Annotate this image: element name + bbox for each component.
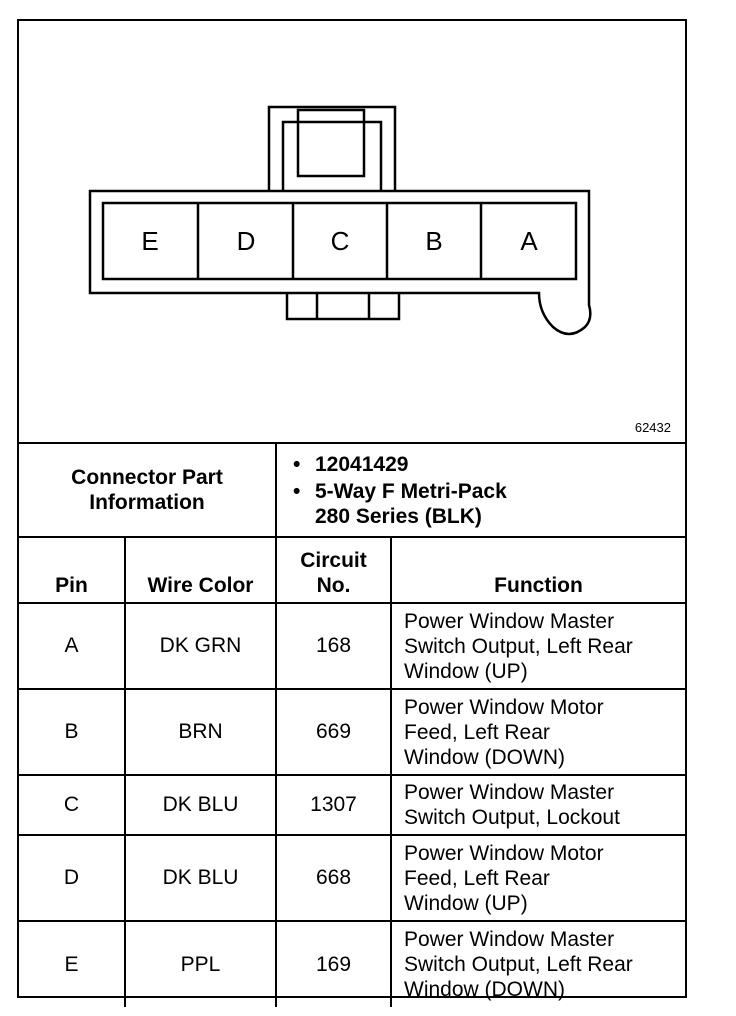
part-info-label-line: Information	[89, 491, 205, 514]
table-row	[19, 835, 685, 921]
cell-wire-color: BRN	[125, 689, 276, 775]
cell-pin: E	[19, 921, 125, 1007]
function-line: Feed, Left Rear	[404, 866, 550, 890]
cavity-label-a: A	[520, 226, 538, 256]
table-row	[19, 689, 685, 775]
function-line: Switch Output, Lockout	[404, 806, 620, 829]
function-line: Window (UP)	[404, 891, 528, 915]
cell-wire-color: DK GRN	[125, 603, 276, 689]
cavity-label-b: B	[425, 226, 443, 256]
part-info-label-line: Connector Part	[71, 466, 223, 489]
function-line: Power Window Master	[404, 609, 615, 633]
function-line: Switch Output, Left Rear	[404, 634, 633, 658]
header-pin: Pin	[19, 537, 125, 603]
cell-circuit-no: 668	[276, 835, 391, 921]
header-circuit-line: Circuit	[300, 549, 367, 572]
connector-face-drawing	[19, 21, 685, 443]
cell-pin: D	[19, 835, 125, 921]
cell-circuit-no: 169	[276, 921, 391, 1007]
part-description-line: • 5-Way F Metri-Pack	[315, 479, 507, 503]
cell-wire-color: DK BLU	[125, 835, 276, 921]
locking-tab-outer	[269, 107, 395, 191]
cell-function	[391, 603, 685, 689]
function-line: Window (DOWN)	[404, 745, 565, 769]
cell-circuit-no: 168	[276, 603, 391, 689]
locking-tab-latch	[298, 110, 364, 176]
pinout-rows	[19, 603, 685, 1007]
function-line: Power Window Master	[404, 781, 615, 804]
table-row	[19, 603, 685, 689]
cell-wire-color: PPL	[125, 921, 276, 1007]
cell-pin: B	[19, 689, 125, 775]
header-function: Function	[391, 537, 685, 603]
connector-body-outline	[90, 191, 590, 334]
cell-function	[391, 835, 685, 921]
part-info-row	[19, 443, 685, 537]
connector-info-frame	[17, 19, 687, 1001]
pinout-table	[19, 442, 685, 1007]
part-info-value	[276, 443, 685, 537]
function-line: Power Window Master	[404, 928, 615, 951]
part-description	[315, 479, 685, 529]
cell-function	[391, 921, 685, 1007]
part-description-line: 280 Series (BLK)	[315, 504, 482, 528]
header-circuit-no	[276, 537, 391, 603]
figure-id: 62432	[634, 420, 671, 435]
part-info-label	[19, 443, 276, 537]
function-line: Window (UP)	[404, 659, 528, 683]
function-line: Power Window Motor	[404, 841, 604, 865]
cell-pin: A	[19, 603, 125, 689]
header-circuit-line: No.	[316, 574, 351, 597]
function-line: Window (DOWN)	[404, 978, 565, 1001]
cell-function	[391, 689, 685, 775]
cell-function	[391, 775, 685, 835]
cell-circuit-no: 1307	[276, 775, 391, 835]
table-row	[19, 921, 685, 1007]
connector-diagram	[19, 21, 685, 443]
cell-pin: C	[19, 775, 125, 835]
header-wire-color: Wire Color	[125, 537, 276, 603]
table-row	[19, 775, 685, 835]
cavity-label-d: D	[236, 226, 256, 256]
cell-circuit-no: 669	[276, 689, 391, 775]
cavity-label-c: C	[330, 226, 350, 256]
function-line: Power Window Motor	[404, 695, 604, 719]
cell-wire-color: DK BLU	[125, 775, 276, 835]
function-line: Feed, Left Rear	[404, 720, 550, 744]
part-number: • 12041429	[315, 452, 685, 477]
function-line: Switch Output, Left Rear	[404, 953, 633, 976]
cavity-label-e: E	[141, 226, 159, 256]
bottom-keyway	[287, 293, 399, 319]
table-header-row	[19, 537, 685, 603]
